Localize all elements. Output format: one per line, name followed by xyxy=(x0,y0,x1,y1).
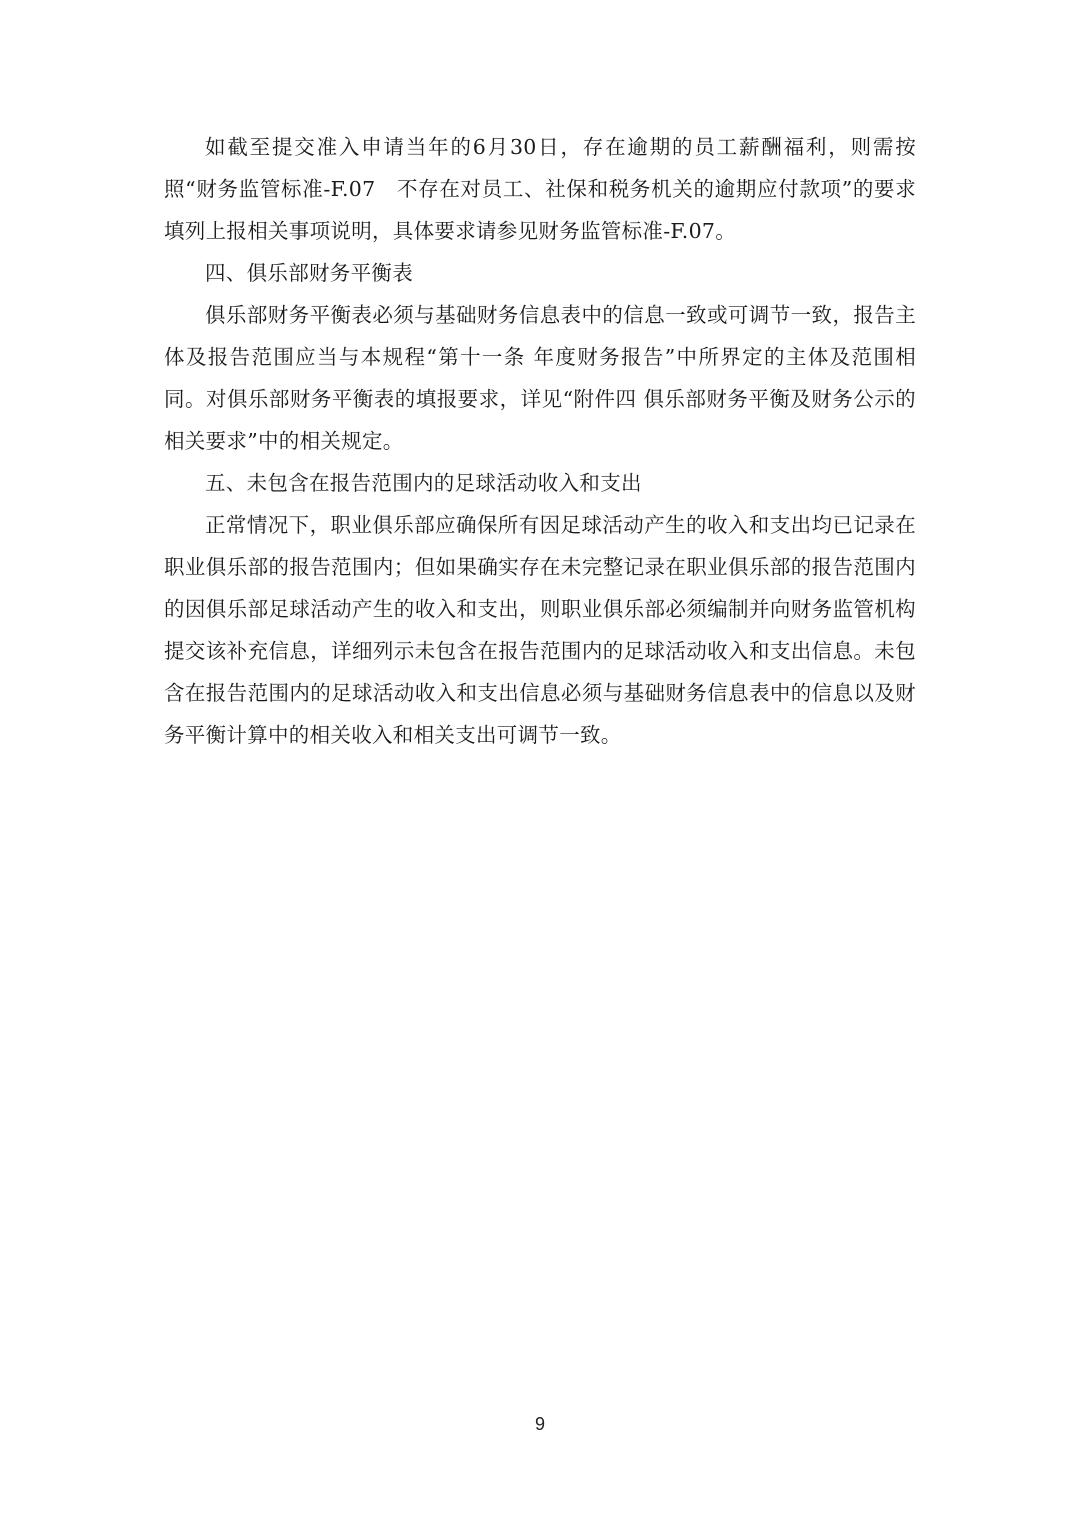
section-heading-balance-sheet: 四、俱乐部财务平衡表 xyxy=(205,261,413,285)
paragraph-overdue-salary: 如截至提交准入申请当年的6月30日，存在逾期的员工薪酬福利，则需按照“财务监管标准-F.07 不存在对员工、社保和税务机关的逾期应付款项”的要求填列上报相关事项说明，具体要求请参见财务监管标准-F.07。 xyxy=(164,135,916,243)
page-number: 9 xyxy=(534,1414,545,1434)
section-heading-excluded-activities: 五、未包含在报告范围内的足球活动收入和支出 xyxy=(205,471,642,495)
paragraph-balance-sheet: 俱乐部财务平衡表必须与基础财务信息表中的信息一致或可调节一致，报告主体及报告范围应当与本规程“第十一条 年度财务报告”中所界定的主体及范围相同。对俱乐部财务平衡表的填报要求，详见“附件四 俱乐部财务平衡及财务公示的相关要求”中的相关规定。 xyxy=(164,303,916,453)
document-body xyxy=(164,126,916,756)
paragraph-excluded-activities: 正常情况下，职业俱乐部应确保所有因足球活动产生的收入和支出均已记录在职业俱乐部的报告范围内；但如果确实存在未完整记录在职业俱乐部的报告范围内的因俱乐部足球活动产生的收入和支出，则职业俱乐部必须编制并向财务监管机构提交该补充信息，详细列示未包含在报告范围内的足球活动收入和支出信息。未包含在报告范围内的足球活动收入和支出信息必须与基础财务信息表中的信息以及财务平衡计算中的相关收入和相关支出可调节一致。 xyxy=(164,513,916,747)
